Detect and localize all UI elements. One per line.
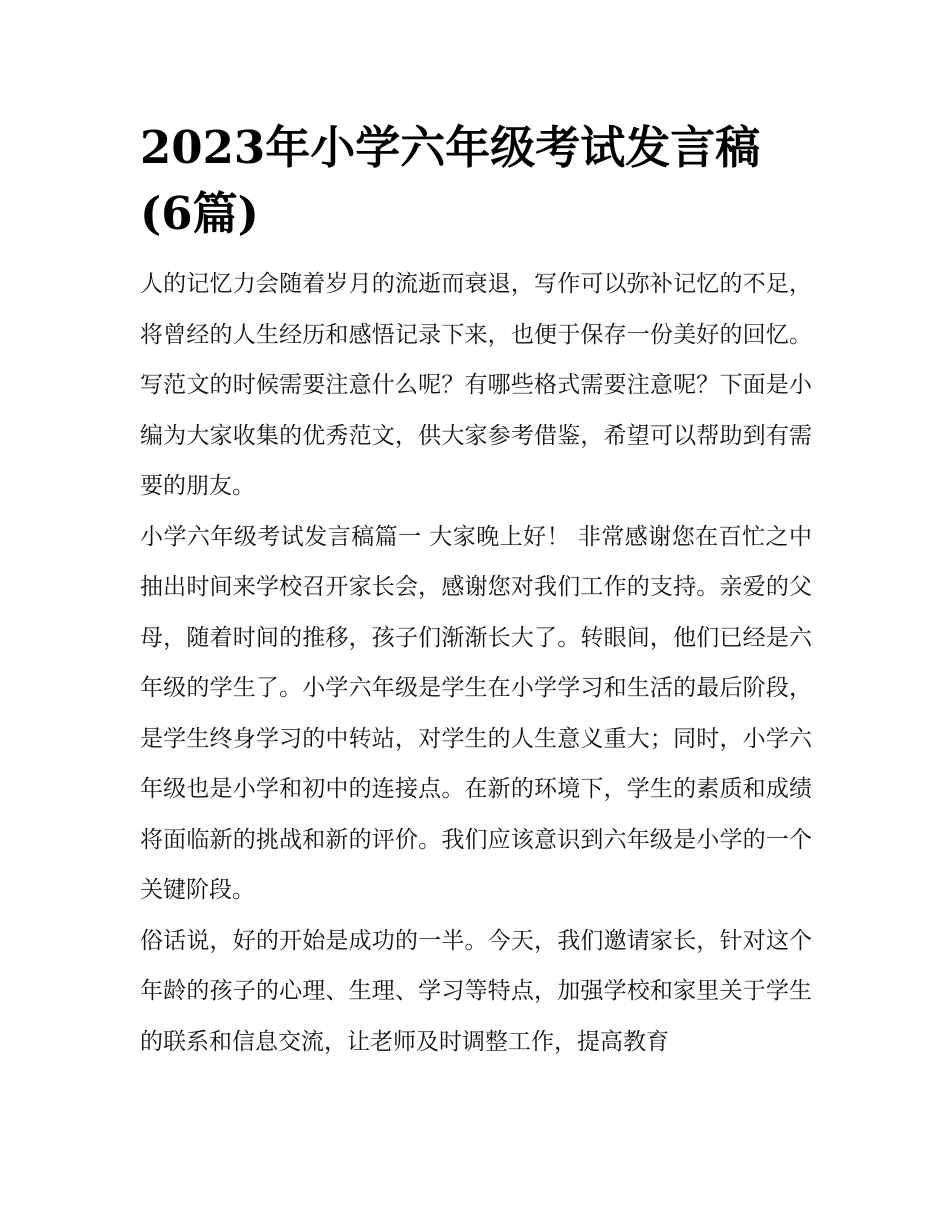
title-block [140,115,812,247]
speech-paragraph-2: 俗话说，好的开始是成功的一半。今天，我们邀请家长，针对这个年龄的孩子的心理、生理、学习等特点，加强学校和家里关于学生的联系和信息交流，让老师及时调整工作，提高教育 [140,927,812,1055]
document-content [140,115,812,1067]
intro-paragraph: 人的记忆力会随着岁月的流逝而衰退，写作可以弥补记忆的不足，将曾经的人生经历和感悟记录下来，也便于保存一份美好的回忆。写范文的时候需要注意什么呢？有哪些格式需要注意呢？下面是小编为大家收集的优秀范文，供大家参考借鉴，希望可以帮助到有需要的朋友。 [140,271,812,499]
document-title: 2023年小学六年级考试发言稿(6篇) [140,121,761,240]
speech-paragraph-1: 小学六年级考试发言稿篇一 大家晚上好！ 非常感谢您在百忙之中抽出时间来学校召开家长会，感谢您对我们工作的支持。亲爱的父母，随着时间的推移，孩子们渐渐长大了。转眼间，他们已经是六年级的学生了。小学六年级是学生在小学学习和生活的最后阶段，是学生终身学习的中转站，对学生的人生意义重大；同时，小学六年级也是小学和初中的连接点。在新的环境下，学生的素质和成绩将面临新的挑战和新的评价。我们应该意识到六年级是小学的一个关键阶段。 [140,523,812,903]
